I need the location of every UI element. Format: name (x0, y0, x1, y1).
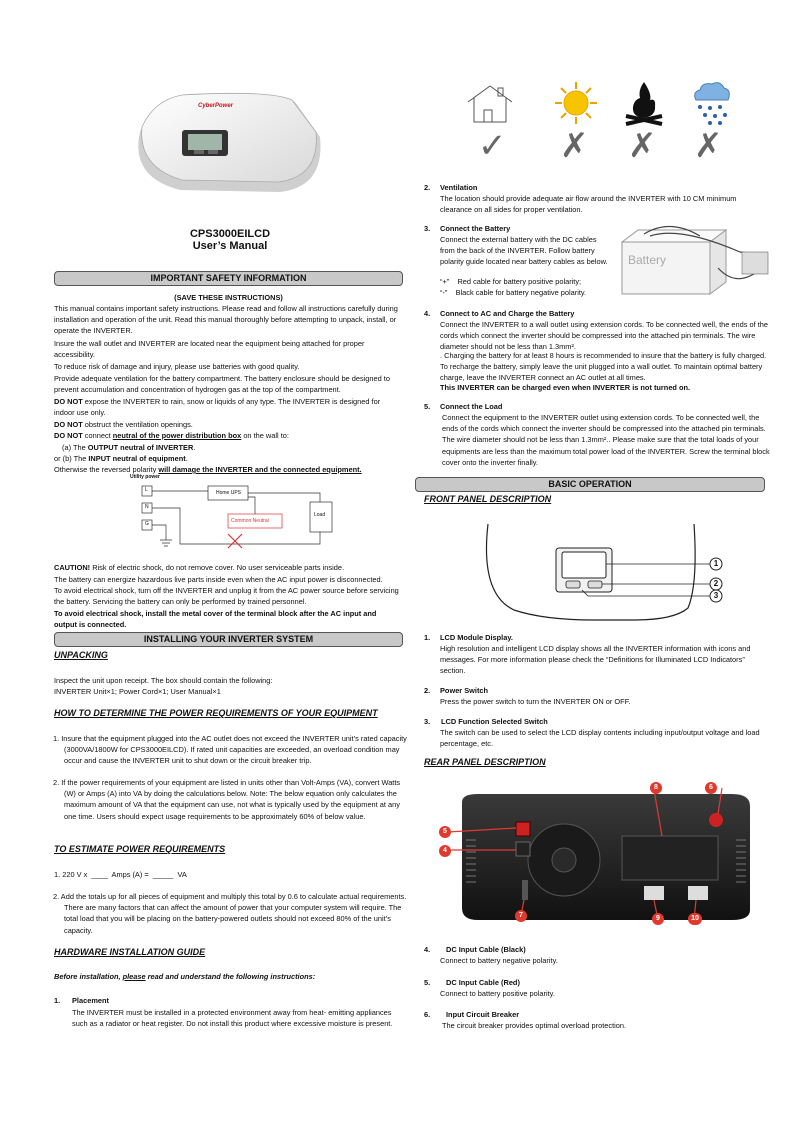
front-panel-title: FRONT PANEL DESCRIPTION (424, 494, 552, 504)
battery-label: Battery (628, 253, 667, 267)
power-switch-text: Press the power switch to turn the INVERTER ON or OFF. (440, 697, 631, 706)
diagram-load: Load (314, 512, 326, 518)
vent-num: 2. (424, 183, 431, 192)
safety-p6-text: obstruct the ventilation openings. (82, 420, 193, 429)
caution-c1-text: Risk of electric shock, do not remove cover. No user serviceable parts inside. (90, 563, 344, 572)
battery-title: Connect the Battery (440, 224, 511, 233)
power-req-title: HOW TO DETERMINE THE POWER REQUIREMENTS OF YOUR EQUIPMENT (54, 708, 378, 718)
front-callout-2: 2 (713, 579, 719, 588)
placement-text: The INVERTER must be installed in a protected environment away from heat- emitting appliances such as a radiator or heat register. Do not install this product where excessive moisture is present. (72, 1008, 393, 1029)
dc-red-num: 5. (424, 978, 431, 987)
cross-mark-icon: ✗ (628, 127, 657, 165)
function-switch-text: The switch can be used to select the LCD display contents including input/output voltage and load percentage, etc. (440, 728, 760, 749)
power-req-2: 2. If the power requirements of your equipment are listed in units other than Volt-Amps (VA), convert Watts (W) or Amps (A) into VA by doing the calculations below. Note: The below equation only calculates the maximum amount of VA that the equipment can use, not what is typically used by the equipment at any one time. Users should expect usage requirements to be approximately 60% of below value. (53, 778, 401, 821)
safety-p8-a: (a) The (62, 443, 88, 452)
front-panel-image (484, 524, 740, 624)
estimate-title: TO ESTIMATE POWER REQUIREMENTS (54, 844, 226, 854)
save-instructions: (SAVE THESE INSTRUCTIONS) (174, 293, 283, 302)
safety-p7-text-a: connect (82, 431, 113, 440)
ac-text2: . Charging the battery for at least 8 hours is recommended to insure that the battery is fully charged. To recharge the battery, simply leave the unit plugged into a wall outlet. To maintain optimal battery charge, leave the INVERTER connect an AC outlet at all times. (440, 351, 767, 383)
placement-title: Placement (72, 996, 109, 1005)
rear-panel-image (432, 780, 772, 930)
safety-p7-text-b: on the wall to: (241, 431, 289, 440)
safety-banner: IMPORTANT SAFETY INFORMATION (54, 271, 403, 286)
diagram-L: L (145, 487, 148, 493)
function-switch-num: 3. (424, 717, 431, 726)
diagram-utility-label: Utility power (130, 474, 161, 480)
safety-p10-emph: will damage the INVERTER and the connected equipment. (158, 465, 362, 474)
house-icon (462, 82, 518, 124)
safety-p9-bold: INPUT neutral of equipment (88, 454, 186, 463)
hw-intro-b: read and understand the following instructions: (145, 972, 316, 981)
diagram-N: N (145, 504, 149, 510)
safety-p8-bold: OUTPUT neutral of INVERTER (87, 443, 194, 452)
do-not-label: DO NOT (54, 431, 83, 440)
placement-num: 1. (54, 996, 61, 1005)
basic-operation-banner: BASIC OPERATION (415, 477, 765, 492)
diagram-common-neutral: Common Neutral (231, 518, 269, 524)
caution-label: CAUTION! (54, 563, 91, 572)
safety-p7 (54, 430, 399, 441)
breaker-text: The circuit breaker provides optimal overload protection. (442, 1021, 627, 1030)
battery-num: 3. (424, 224, 431, 233)
lcd-num: 1. (424, 633, 431, 642)
front-callout-3: 3 (713, 591, 719, 600)
hw-intro (54, 971, 399, 982)
dc-black-num: 4. (424, 945, 431, 954)
safety-p10-a: Otherwise the reversed polarity (54, 465, 159, 474)
vent-text: The location should provide adequate air flow around the INVERTER with 10 CM minimum clearance on all sides for proper ventilation. (440, 194, 737, 215)
check-mark-icon: ✓ (478, 127, 507, 165)
lcd-title: LCD Module Display. (440, 633, 513, 642)
ac-title: Connect to AC and Charge the Battery (440, 309, 575, 318)
safety-p9-b: . (185, 454, 188, 463)
power-req-1: 1. Insure that the equipment plugged into the AC outlet does not exceed the INVERTER unit’s rated capacity (3000VA/1800W for CPS3000EILCD). If rated unit capacities are exceeded, an overload condition may occur and cause the INVERTER unit to shut down or the circuit breaker trip. (53, 734, 407, 766)
diagram-G: G (145, 521, 149, 527)
load-num: 5. (424, 402, 431, 411)
power-switch-num: 2. (424, 686, 431, 695)
safety-p2: Insure the wall outlet and INVERTER are located near the equipment being attached for proper accessibility. (54, 339, 365, 360)
unpacking-p2: INVERTER Unit×1; Power Cord×1; User Manual×1 (54, 687, 221, 696)
unpacking-title: UNPACKING (54, 650, 108, 660)
cross-mark-icon: ✗ (694, 127, 723, 165)
safety-p3: To reduce risk of damage and injury, please use batteries with good quality. (54, 362, 300, 371)
estimate-1: 1. 220 V x ____ Amps (A) = _____ VA (54, 870, 187, 879)
hw-intro-u: please (122, 972, 146, 981)
rear-callout-9: 9 (652, 913, 664, 925)
do-not-label: DO NOT (54, 397, 83, 406)
rear-panel-title: REAR PANEL DESCRIPTION (424, 757, 546, 767)
manual-title: User’s Manual (192, 240, 268, 252)
install-banner: INSTALLING YOUR INVERTER SYSTEM (54, 632, 403, 647)
dc-black-text: Connect to battery negative polarity. (440, 956, 558, 965)
rear-callout-8: 8 (650, 782, 662, 794)
caution-c2: The battery can energize hazardous live parts inside even when the AC input power is disconnected. (54, 575, 383, 584)
front-callout-1: 1 (713, 559, 719, 568)
caution-c4: To avoid electrical shock, install the metal cover of the terminal block after the AC input and output is connected. (54, 609, 377, 630)
unpacking-p1: Inspect the unit upon receipt. The box should contain the following: (54, 676, 273, 685)
rear-callout-4: 4 (439, 845, 451, 857)
vent-title: Ventilation (440, 183, 478, 192)
do-not-label: DO NOT (54, 420, 83, 429)
caution-c3: To avoid electrical shock, turn off the INVERTER and unplug it from the AC power source before servicing the battery. Servicing the battery can only be performed by trained personnel. (54, 586, 399, 607)
safety-p5 (54, 396, 399, 418)
load-title: Connect the Load (440, 402, 503, 411)
safety-p9 (54, 453, 399, 464)
hw-intro-a: Before installation, (54, 972, 123, 981)
product-logo: CyberPower (198, 103, 234, 109)
breaker-num: 6. (424, 1010, 431, 1019)
safety-p7-emph: neutral of the power distribution box (112, 431, 242, 440)
safety-p4: Provide adequate ventilation for the battery compartment. The battery enclosure should be designed to prevent accumulation and concentration of hydrogen gas at the top of the compartment. (54, 374, 390, 395)
hw-guide-title: HARDWARE INSTALLATION GUIDE (54, 947, 206, 957)
diagram-home-ups: Home UPS (216, 490, 242, 496)
rain-icon (690, 80, 734, 126)
safety-p8-b: . (193, 443, 196, 452)
lcd-text: High resolution and intelligent LCD display shows all the INVERTER information with icons and messages. For more information please check the “Definitions for Illuminated LCD Indicators” section. (440, 644, 751, 676)
dc-red-text: Connect to battery positive polarity. (440, 989, 555, 998)
rear-callout-6: 6 (705, 782, 717, 794)
battery-text: Connect the external battery with the DC cables from the back of the INVERTER. Follow battery polarity guide located near battery cables as below. (440, 235, 608, 267)
ac-bold-end: . (688, 383, 691, 392)
battery-minus: “-” Black cable for battery negative polarity. (440, 288, 587, 297)
model-title: CPS3000EILCD (189, 228, 271, 240)
safety-p6 (54, 419, 399, 430)
safety-p8 (62, 442, 397, 453)
rear-callout-5: 5 (439, 826, 451, 838)
ac-num: 4. (424, 309, 431, 318)
rear-callout-10: 10 (688, 913, 702, 925)
cross-mark-icon: ✗ (560, 127, 589, 165)
safety-p5-text: expose the INVERTER to rain, snow or liquids of any type. The INVERTER is designed for indoor use only. (54, 397, 381, 418)
battery-plus: “+” Red cable for battery positive polarity; (440, 277, 582, 286)
sun-icon (553, 80, 599, 126)
load-text: Connect the equipment to the INVERTER outlet using extension cords. To be connected well, the ends of the cords which connect the inverter should be compressed into the attached pin terminals. The wire diameter should not be less than 1.3mm².. Please make sure that the total loads of your equipments are less than the maximum total power load of the INVERTER. Screw the terminal block cover onto the inverter finally. (442, 413, 770, 467)
safety-p9-a: or (b) The (54, 454, 89, 463)
estimate-2: 2. Add the totals up for all pieces of equipment and multiply this total by 0.6 to calculate actual requirements. There are many factors that can affect the amount of power that your computer system will require. The total load that you will be placing on the battery-powered outlets should not exceed 80% of the unit’s capacity. (53, 892, 407, 935)
function-switch-title: LCD Function Selected Switch (441, 717, 548, 726)
ac-bold (440, 382, 772, 393)
breaker-title: Input Circuit Breaker (446, 1010, 520, 1019)
ac-bold-text: This INVERTER can be charged even when INVERTER is not turned on (440, 383, 689, 392)
caution-c1 (54, 562, 399, 573)
dc-red-title: DC Input Cable (Red) (446, 978, 520, 987)
fire-icon (622, 80, 666, 126)
safety-p1: This manual contains important safety instructions. Please read and follow all instructions carefully during installation and operation of the unit. Read this manual thoroughly before attempting to unpack, install, or operate the INVERTER. (54, 304, 398, 336)
power-switch-title: Power Switch (440, 686, 489, 695)
dc-black-title: DC Input Cable (Black) (446, 945, 526, 954)
ac-text1: Connect the INVERTER to a wall outlet using extension cords. To be connected well, the ends of the cords which connect the inverter should be compressed into the attached pin terminals. The wire diameter should not be less than 1.3mm². (440, 320, 768, 352)
rear-callout-7: 7 (515, 910, 527, 922)
